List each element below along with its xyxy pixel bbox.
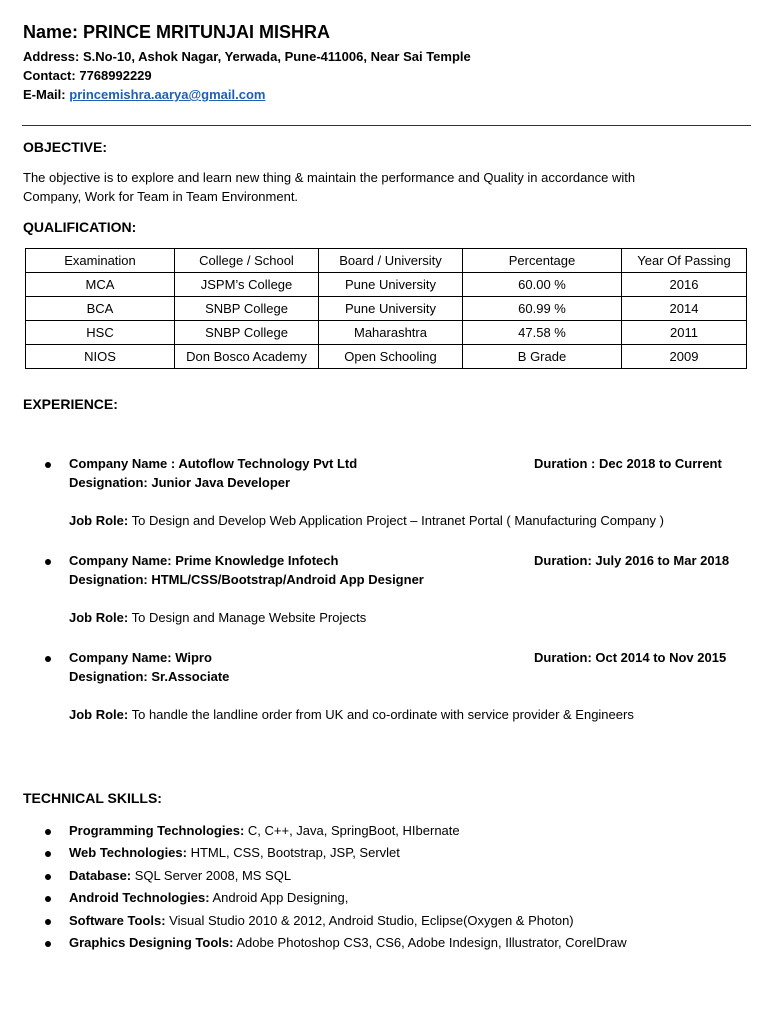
bullet-icon <box>45 851 51 857</box>
skill-label: Programming Technologies: <box>69 823 245 838</box>
objective-title: OBJECTIVE: <box>23 139 108 155</box>
bullet-icon <box>45 919 51 925</box>
table-row <box>26 297 747 321</box>
skill-item <box>69 845 400 860</box>
table-row <box>26 345 747 369</box>
experience-job-role <box>69 610 366 625</box>
skill-item <box>69 913 574 928</box>
experience-job-role <box>69 513 664 528</box>
table-cell: MCA <box>26 273 175 297</box>
skill-value: Adobe Photoshop CS3, CS6, Adobe Indesign, Illustrator, CorelDraw <box>233 935 627 950</box>
table-cell: Open Schooling <box>319 345 463 369</box>
skill-value: Visual Studio 2010 & 2012, Android Studio, Eclipse(Oxygen & Photon) <box>165 913 574 928</box>
resume-name <box>23 22 330 43</box>
table-cell: 2014 <box>622 297 747 321</box>
table-cell: SNBP College <box>175 321 319 345</box>
bullet-icon <box>45 941 51 947</box>
table-cell: JSPM’s College <box>175 273 319 297</box>
job-role-label: Job Role: <box>69 707 129 722</box>
experience-designation: Designation: Junior Java Developer <box>69 475 291 490</box>
table-header-row <box>26 249 747 273</box>
skill-label: Graphics Designing Tools: <box>69 935 234 950</box>
table-row <box>26 321 747 345</box>
address-label: Address: <box>23 49 80 64</box>
experience-company: Company Name : Autoflow Technology Pvt Ltd <box>69 456 358 471</box>
header-divider <box>22 125 751 126</box>
name-value: PRINCE MRITUNJAI MISHRA <box>83 22 331 42</box>
job-role-text: To Design and Develop Web Application Project – Intranet Portal ( Manufacturing Company ) <box>128 513 664 528</box>
qualification-table <box>25 248 747 369</box>
objective-line-2: Company, Work for Team in Team Environment. <box>23 189 299 204</box>
column-header: Percentage <box>463 249 622 273</box>
bullet-icon <box>45 656 51 662</box>
address-line <box>23 49 471 64</box>
email-label: E-Mail: <box>23 87 66 102</box>
experience-job-role <box>69 707 634 722</box>
table-cell: 47.58 % <box>463 321 622 345</box>
contact-value: 7768992229 <box>79 68 152 83</box>
bullet-icon <box>45 829 51 835</box>
bullet-icon <box>45 559 51 565</box>
job-role-label: Job Role: <box>69 513 129 528</box>
experience-duration: Duration : Dec 2018 to Current <box>534 456 722 471</box>
job-role-label: Job Role: <box>69 610 129 625</box>
column-header: Board / University <box>319 249 463 273</box>
skill-label: Web Technologies: <box>69 845 187 860</box>
table-cell: B Grade <box>463 345 622 369</box>
table-row <box>26 273 747 297</box>
skill-item <box>69 823 460 838</box>
skills-title: TECHNICAL SKILLS: <box>23 790 162 806</box>
qualification-title: QUALIFICATION: <box>23 219 137 235</box>
table-cell: Don Bosco Academy <box>175 345 319 369</box>
table-cell: Pune University <box>319 297 463 321</box>
bullet-icon <box>45 874 51 880</box>
contact-line <box>23 68 152 83</box>
table-cell: 60.00 % <box>463 273 622 297</box>
column-header: Year Of Passing <box>622 249 747 273</box>
skill-value: HTML, CSS, Bootstrap, JSP, Servlet <box>186 845 400 860</box>
email-link[interactable]: princemishra.aarya@gmail.com <box>69 87 266 102</box>
column-header: College / School <box>175 249 319 273</box>
experience-company: Company Name: Prime Knowledge Infotech <box>69 553 339 568</box>
experience-title: EXPERIENCE: <box>23 396 118 412</box>
skill-value: C, C++, Java, SpringBoot, HIbernate <box>244 823 460 838</box>
name-label: Name: <box>23 22 79 42</box>
objective-line-1: The objective is to explore and learn new thing & maintain the performance and Quality in accordance with <box>23 170 636 185</box>
experience-duration: Duration: Oct 2014 to Nov 2015 <box>534 650 727 665</box>
bullet-icon <box>45 462 51 468</box>
skill-item <box>69 935 627 950</box>
job-role-text: To handle the landline order from UK and co-ordinate with service provider & Engineers <box>128 707 634 722</box>
table-cell: 2011 <box>622 321 747 345</box>
skill-item <box>69 890 348 905</box>
table-cell: 2016 <box>622 273 747 297</box>
experience-duration: Duration: July 2016 to Mar 2018 <box>534 553 730 568</box>
skill-label: Database: <box>69 868 132 883</box>
skill-label: Android Technologies: <box>69 890 210 905</box>
table-cell: SNBP College <box>175 297 319 321</box>
table-cell: 2009 <box>622 345 747 369</box>
experience-company: Company Name: Wipro <box>69 650 212 665</box>
column-header: Examination <box>26 249 175 273</box>
experience-designation: Designation: HTML/CSS/Bootstrap/Android App Designer <box>69 572 424 587</box>
email-line <box>23 87 265 102</box>
address-value: S.No-10, Ashok Nagar, Yerwada, Pune-411006, Near Sai Temple <box>82 49 471 64</box>
job-role-text: To Design and Manage Website Projects <box>128 610 367 625</box>
objective-text <box>23 168 723 206</box>
skill-value: SQL Server 2008, MS SQL <box>131 868 292 883</box>
table-cell: Pune University <box>319 273 463 297</box>
skill-item <box>69 868 291 883</box>
table-cell: NIOS <box>26 345 175 369</box>
skill-label: Software Tools: <box>69 913 166 928</box>
table-cell: HSC <box>26 321 175 345</box>
bullet-icon <box>45 896 51 902</box>
table-cell: 60.99 % <box>463 297 622 321</box>
contact-label: Contact: <box>23 68 76 83</box>
skill-value: Android App Designing, <box>209 890 349 905</box>
table-cell: BCA <box>26 297 175 321</box>
experience-designation: Designation: Sr.Associate <box>69 669 230 684</box>
table-cell: Maharashtra <box>319 321 463 345</box>
